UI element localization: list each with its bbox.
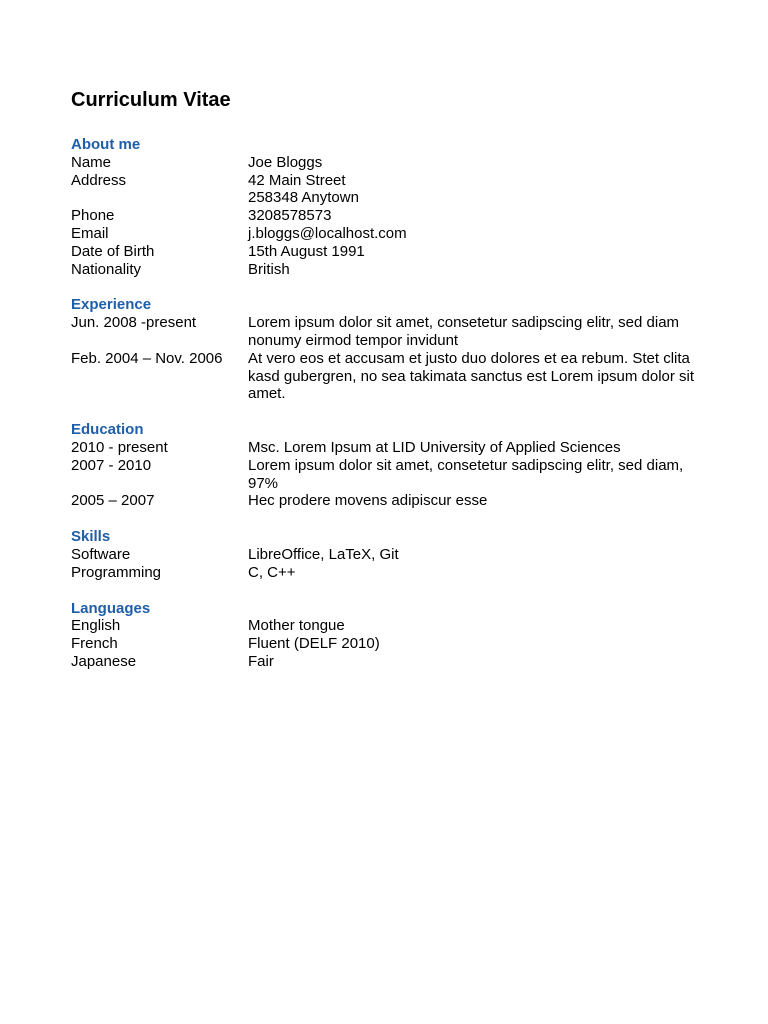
row-value: Msc. Lorem Ipsum at LID University of Applied Sciences: [248, 438, 621, 456]
cv-row: [71, 243, 708, 261]
cv-row: [71, 635, 708, 653]
row-value: Fluent (DELF 2010): [248, 635, 380, 653]
row-label: English: [71, 617, 121, 635]
cv-row: [71, 492, 708, 510]
row-label: Name: [71, 153, 112, 171]
cv-row: [71, 189, 708, 207]
row-label: [71, 189, 248, 207]
row-value: j.bloggs@localhost.com: [248, 224, 407, 242]
row-value: 42 Main Street: [248, 171, 346, 189]
cv-row: [71, 439, 708, 457]
section-skills: [71, 528, 708, 581]
section-heading: About me: [71, 136, 141, 153]
cv-row: [71, 154, 708, 172]
cv-row: [71, 564, 708, 582]
row-label: Programming: [71, 563, 162, 581]
document-title: Curriculum Vitae: [71, 89, 231, 111]
row-label: Jun. 2008 -present: [71, 314, 197, 332]
row-value: 15th August 1991: [248, 242, 365, 260]
section-experience: [71, 296, 708, 403]
cv-sections: [71, 136, 708, 671]
row-value: Fair: [248, 652, 274, 670]
row-value: LibreOffice, LaTeX, Git: [248, 545, 399, 563]
cv-row: [71, 261, 708, 279]
section-heading: Languages: [71, 599, 151, 617]
section-heading: Education: [71, 421, 144, 439]
cv-row: [71, 172, 708, 190]
cv-row: [71, 350, 708, 403]
row-label: Email: [71, 224, 109, 242]
row-value: Lorem ipsum dolor sit amet, consetetur sadipscing elitr, sed diam, 97%: [248, 456, 684, 492]
row-label: 2005 – 2007: [71, 492, 155, 510]
cv-row: [71, 617, 708, 635]
row-label: Phone: [71, 207, 115, 225]
row-value: Mother tongue: [248, 617, 345, 635]
row-label: Japanese: [71, 652, 137, 670]
cv-row: [71, 314, 708, 350]
row-label: Address: [71, 171, 127, 189]
section-heading: Experience: [71, 296, 152, 314]
row-value: Hec prodere movens adipiscur esse: [248, 492, 488, 510]
row-label: Nationality: [71, 260, 142, 278]
row-label: 2010 - present: [71, 438, 168, 456]
cv-row: [71, 653, 708, 671]
row-label: French: [71, 635, 118, 653]
row-label: 2007 - 2010: [71, 456, 152, 474]
section-heading: Skills: [71, 528, 111, 546]
cv-row: [71, 546, 708, 564]
row-value: 258348 Anytown: [248, 189, 359, 207]
row-value: Lorem ipsum dolor sit amet, consetetur sadipscing elitr, sed diam nonumy eirmod tempor invidunt: [248, 314, 680, 349]
section-languages: [71, 600, 708, 671]
row-label: Feb. 2004 – Nov. 2006: [71, 349, 223, 367]
row-value: Joe Bloggs: [248, 153, 323, 171]
cv-row: [71, 457, 708, 493]
row-value: At vero eos et accusam et justo duo dolores et ea rebum. Stet clita kasd gubergren, no sea takimata sanctus est Lorem ipsum dolor sit amet.: [248, 349, 695, 403]
row-value: 3208578573: [248, 207, 332, 225]
row-value: C, C++: [248, 563, 296, 581]
row-label: Software: [71, 545, 131, 563]
section-about-me: [71, 136, 708, 278]
section-education: [71, 421, 708, 510]
cv-row: [71, 225, 708, 243]
row-label: Date of Birth: [71, 242, 155, 260]
cv-row: [71, 207, 708, 225]
row-value: British: [248, 260, 290, 278]
